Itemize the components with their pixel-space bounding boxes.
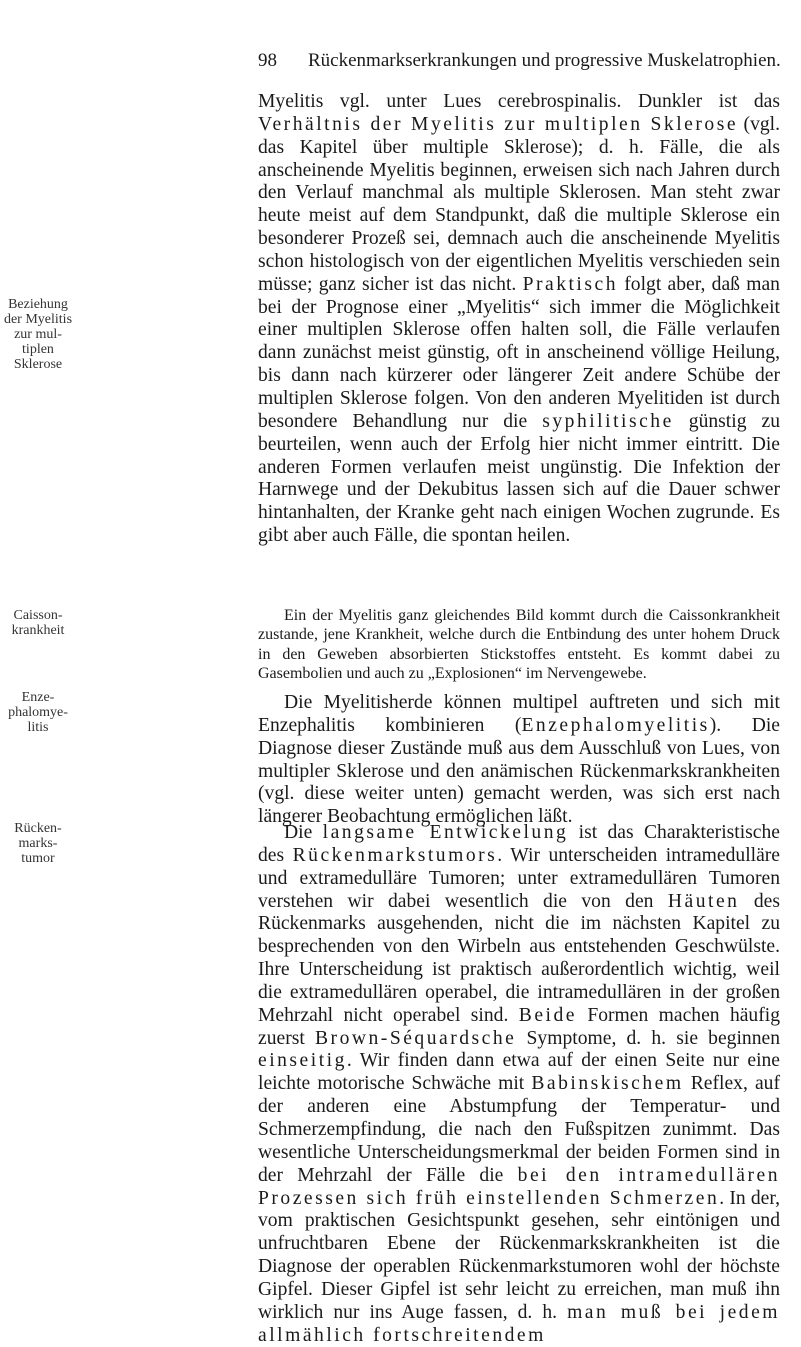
- emphasis-text: langsame Entwickelung: [322, 822, 569, 843]
- margin-note-caisson: Caisson- krankheit: [11, 608, 65, 638]
- emphasis-text: Häuten: [667, 890, 740, 912]
- margin-note-encephalomyelitis: Enze- phalomye- litis: [8, 690, 68, 735]
- paragraph-encephalomyelitis: Die Myelitisherde können multipel auftreten und sich mit Enzephalitis kombinieren (Enzephalomyelitis). Die Diagnose dieser Zustände muß aus dem Ausschluß von Lues, von multipler Sklerose und den anämischen Rückenmarkskrankheiten (vgl. diese weiter unten) gemacht werden, was sich erst nach längerer Beobachtung ermöglichen läßt.: [258, 692, 780, 828]
- page-number: 98: [258, 50, 277, 71]
- emphasis-text: syphilitische: [542, 410, 674, 432]
- emphasis-text: Babinskischem: [531, 1073, 684, 1095]
- margin-note-relation: Beziehung der Myelitis zur mul- tiplen Sklerose: [3, 297, 73, 372]
- emphasis-text: Brown-Séquardsche: [314, 1027, 517, 1049]
- emphasis-text: Enzephalomyelitis: [521, 714, 710, 736]
- paragraph-caisson: Ein der Myelitis ganz gleichendes Bild kommt durch die Caissonkrankheit zustande, jene Krankheit, welche durch die Entbindung des unter hohem Druck in den Geweben absorbierten Stickstoffes entsteht. Es kommt dabei zu Gasembolien und auch zu „Explosionen“ im Nervengewebe.: [258, 607, 780, 682]
- margin-note-tumor: Rücken- marks- tumor: [14, 821, 62, 866]
- emphasis-text: man muß bei jedem allmählich fortschreitendem: [258, 1301, 781, 1346]
- running-title: Rückenmarkserkrankungen und progressive Muskelatrophien.: [308, 50, 781, 71]
- paragraph-spinal-tumor: Die langsame Entwickelung ist das Charakteristische des Rückenmarkstumors. Wir unterscheiden intramedulläre und extramedulläre Tumoren; unter extramedullären Tumoren verstehen wir dabei wesentlich die von den Häuten des Rückenmarks ausgehenden, nicht die im nächsten Kapitel zu besprechenden von den Wirbeln aus entstehenden Geschwülste. Ihre Unterscheidung ist praktisch außerordentlich wichtig, weil die extramedullären operabel, die intramedullären in der großen Mehrzahl nicht operabel sind. Beide Formen machen häufig zuerst Brown-Séquardsche Symptome, d. h. sie beginnen einseitig. Wir finden dann etwa auf der einen Seite nur eine leichte motorische Schwäche mit Babinskischem Reflex, auf der anderen eine Abstumpfung der Temperatur- und Schmerzempfindung, die nach den Fußspitzen zunimmt. Das wesentliche Unterscheidungsmerkmal der beiden Formen sind in der Mehrzahl der Fälle die bei den intramedullären Prozessen sich früh einstellenden Schmerzen. In der, vom praktischen Gesichtspunkt gesehen, sehr eintönigen und unfruchtbaren Ebene der Rückenmarkskrankheiten ist die Diagnose der operablen Rückenmarkstumoren wohl der höchste Gipfel. Dieser Gipfel ist sehr leicht zu erreichen, man muß ihn wirklich nur ins Auge fassen, d. h. man muß bei jedem allmählich fortschreitendem: [258, 822, 781, 1346]
- emphasis-text: Praktisch: [522, 273, 618, 295]
- emphasis-text: Rückenmarkstumors: [292, 844, 498, 866]
- emphasis-text: Verhältnis der Myelitis zur multiplen Sklerose: [258, 113, 739, 135]
- emphasis-text: Beide: [518, 1004, 577, 1026]
- paragraph-myelitis-sclerosis: Myelitis vgl. unter Lues cerebrospinalis. Dunkler ist das Verhältnis der Myelitis zur multiplen Sklerose (vgl. das Kapitel über multiple Sklerose); d. h. Fälle, die als anscheinende Myelitis beginnen, erweisen sich nach Jahren durch den Verlauf manchmal als multiple Sklerosen. Man steht zwar heute meist auf dem Standpunkt, daß die multiple Sklerose ein besonderer Prozeß sei, demnach auch die anscheinende Myelitis schon histologisch von der eigentlichen Myelitis verschieden sein müsse; ganz sicher ist das nicht. Praktisch folgt aber, daß man bei der Prognose einer „Myelitis“ sich immer die Möglichkeit einer multiplen Sklerose offen halten soll, die Fälle verlaufen dann zunächst meist günstig, oft in anscheinend völlige Heilung, bis dann nach kürzerer oder längerer Zeit andere Schübe der multiplen Sklerose folgen. Von den anderen Myelitiden ist durch besondere Behandlung nur die syphilitische günstig zu beurteilen, wenn auch der Erfolg hier nicht immer eintritt. Die anderen Formen verlaufen meist ungünstig. Die Infektion der Harnwege und der Dekubitus lassen sich auf die Dauer schwer hintanhalten, der Kranke geht nach einigen Wochen zugrunde. Es gibt aber auch Fälle, die spontan heilen.: [258, 91, 781, 547]
- emphasis-text: bei den intramedullären Prozessen sich früh einstellenden Schmerzen: [258, 1164, 780, 1209]
- emphasis-text: einseitig: [258, 1050, 347, 1072]
